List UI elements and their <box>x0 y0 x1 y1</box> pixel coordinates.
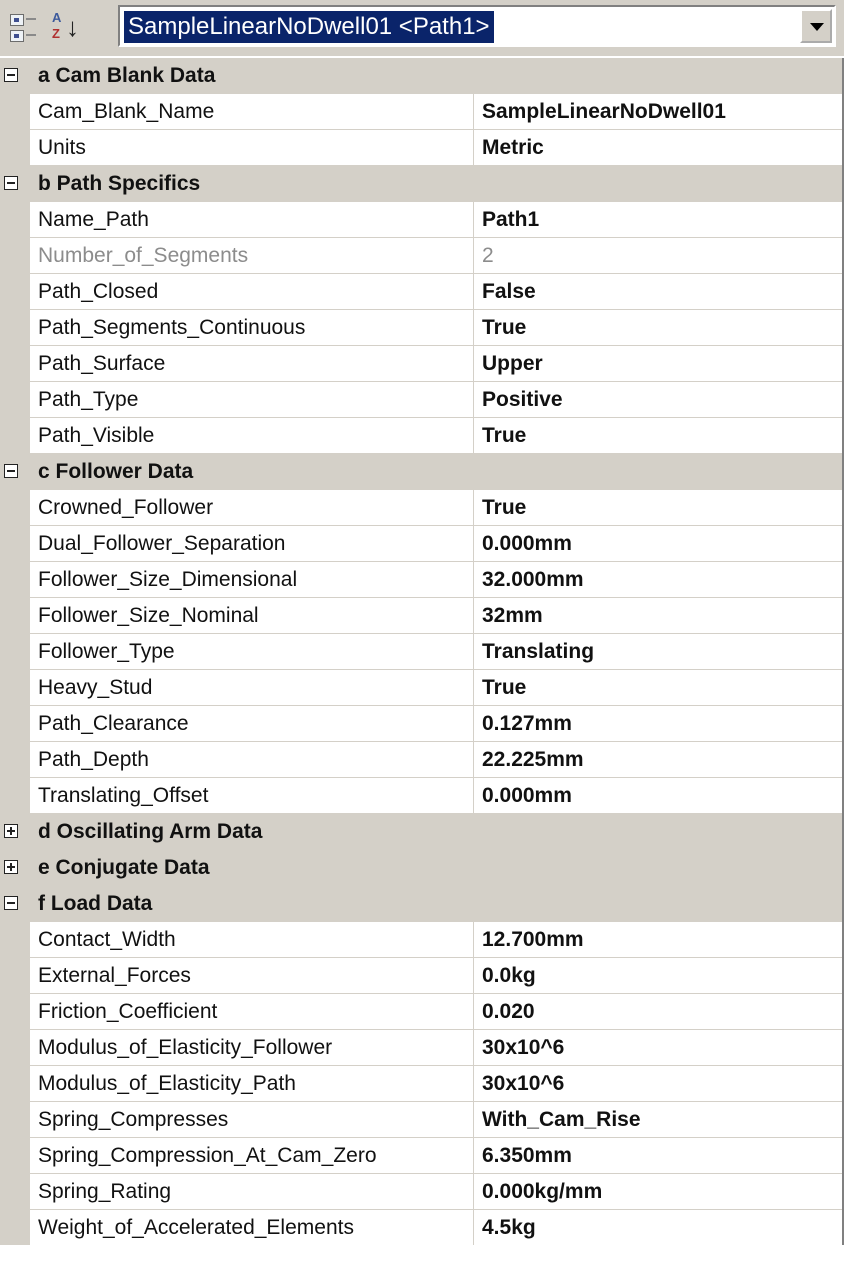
property-name: Modulus_of_Elasticity_Path <box>38 1072 296 1095</box>
property-row[interactable] <box>0 202 844 238</box>
category-label: e Conjugate Data <box>38 856 210 879</box>
property-row[interactable] <box>0 418 844 454</box>
property-row[interactable] <box>0 526 844 562</box>
category-header[interactable] <box>0 454 844 490</box>
category-header[interactable] <box>0 886 844 922</box>
alphabetical-sort-button[interactable]: A Z ↓ <box>52 10 79 42</box>
property-name: Crowned_Follower <box>38 496 214 519</box>
property-value[interactable]: 32.000mm <box>482 568 584 591</box>
property-name: Heavy_Stud <box>38 676 153 699</box>
chevron-down-icon[interactable] <box>800 9 832 43</box>
row-gutter <box>0 598 30 634</box>
property-row[interactable] <box>0 1210 844 1246</box>
property-value[interactable]: Path1 <box>482 208 540 231</box>
column-divider[interactable] <box>473 130 474 166</box>
property-value[interactable]: 0.000kg/mm <box>482 1180 603 1203</box>
column-divider[interactable] <box>473 994 474 1030</box>
categorized-view-button[interactable] <box>4 8 38 46</box>
row-gutter <box>0 94 30 130</box>
property-name: Translating_Offset <box>38 784 209 807</box>
row-gutter <box>0 1030 30 1066</box>
column-divider[interactable] <box>473 310 474 346</box>
category-label: c Follower Data <box>38 460 194 483</box>
row-gutter <box>0 490 30 526</box>
property-row[interactable] <box>0 1066 844 1102</box>
category-header[interactable] <box>0 58 844 94</box>
property-row[interactable] <box>0 742 844 778</box>
column-divider[interactable] <box>473 238 474 274</box>
property-name: Follower_Type <box>38 640 175 663</box>
collapse-icon[interactable] <box>4 464 18 478</box>
category-header[interactable] <box>0 166 844 202</box>
property-name: Follower_Size_Dimensional <box>38 568 298 591</box>
property-value[interactable]: Metric <box>482 136 544 159</box>
column-divider[interactable] <box>473 202 474 238</box>
column-divider[interactable] <box>473 274 474 310</box>
property-name: Path_Segments_Continuous <box>38 316 306 339</box>
category-label: f Load Data <box>38 892 153 915</box>
row-gutter <box>0 634 30 670</box>
column-divider[interactable] <box>473 1102 474 1138</box>
property-value[interactable]: 0.000mm <box>482 784 572 807</box>
property-name: Weight_of_Accelerated_Elements <box>38 1216 354 1239</box>
row-gutter <box>0 922 30 958</box>
property-value[interactable]: 22.225mm <box>482 748 584 771</box>
property-row[interactable] <box>0 994 844 1030</box>
property-grid-toolbar <box>0 0 844 57</box>
property-row[interactable] <box>0 310 844 346</box>
column-divider[interactable] <box>473 94 474 130</box>
property-row[interactable] <box>0 238 844 274</box>
column-divider[interactable] <box>473 778 474 814</box>
property-name: Path_Closed <box>38 280 159 303</box>
row-gutter <box>0 670 30 706</box>
category-header[interactable] <box>0 814 844 850</box>
property-value: 2 <box>482 244 494 267</box>
collapse-icon[interactable] <box>4 176 18 190</box>
collapse-icon[interactable] <box>4 896 18 910</box>
row-gutter <box>0 346 30 382</box>
property-row[interactable] <box>0 958 844 994</box>
property-name: Friction_Coefficient <box>38 1000 218 1023</box>
column-divider[interactable] <box>473 1030 474 1066</box>
category-label: b Path Specifics <box>38 172 201 195</box>
row-gutter <box>0 1174 30 1210</box>
row-gutter <box>0 742 30 778</box>
property-row[interactable] <box>0 346 844 382</box>
property-value[interactable]: Upper <box>482 352 543 375</box>
property-row[interactable] <box>0 274 844 310</box>
property-name: Path_Type <box>38 388 139 411</box>
column-divider[interactable] <box>473 706 474 742</box>
property-name: Spring_Compresses <box>38 1108 229 1131</box>
row-gutter <box>0 958 30 994</box>
collapse-icon[interactable] <box>4 68 18 82</box>
property-value[interactable]: SampleLinearNoDwell01 <box>482 100 726 123</box>
row-gutter <box>0 238 30 274</box>
property-name: Units <box>38 136 86 159</box>
property-value[interactable]: False <box>482 280 536 303</box>
object-selector-dropdown[interactable] <box>118 5 836 47</box>
property-row[interactable] <box>0 634 844 670</box>
row-gutter <box>0 1066 30 1102</box>
property-name: Dual_Follower_Separation <box>38 532 286 555</box>
property-value[interactable]: With_Cam_Rise <box>482 1108 641 1131</box>
row-gutter <box>0 562 30 598</box>
row-gutter <box>0 202 30 238</box>
expand-icon[interactable] <box>4 824 18 838</box>
property-name: Modulus_of_Elasticity_Follower <box>38 1036 333 1059</box>
column-divider[interactable] <box>473 634 474 670</box>
category-label: a Cam Blank Data <box>38 64 216 87</box>
property-name: Follower_Size_Nominal <box>38 604 259 627</box>
property-name: External_Forces <box>38 964 191 987</box>
category-label: d Oscillating Arm Data <box>38 820 263 843</box>
property-value[interactable]: 6.350mm <box>482 1144 572 1167</box>
property-value[interactable]: True <box>482 676 527 699</box>
expand-icon[interactable] <box>4 860 18 874</box>
property-name: Path_Visible <box>38 424 155 447</box>
column-divider[interactable] <box>473 670 474 706</box>
property-value[interactable]: True <box>482 496 527 519</box>
column-divider[interactable] <box>473 418 474 454</box>
property-row[interactable] <box>0 130 844 166</box>
row-gutter <box>0 1210 30 1246</box>
property-row[interactable] <box>0 382 844 418</box>
column-divider[interactable] <box>473 598 474 634</box>
property-name: Spring_Rating <box>38 1180 172 1203</box>
column-divider[interactable] <box>473 1066 474 1102</box>
property-row[interactable] <box>0 922 844 958</box>
column-divider[interactable] <box>473 742 474 778</box>
row-gutter <box>0 418 30 454</box>
column-divider[interactable] <box>473 1174 474 1210</box>
row-gutter <box>0 382 30 418</box>
column-divider[interactable] <box>473 562 474 598</box>
property-value[interactable]: 30x10^6 <box>482 1072 565 1095</box>
column-divider[interactable] <box>473 526 474 562</box>
category-header[interactable] <box>0 850 844 886</box>
property-value[interactable]: 0.127mm <box>482 712 572 735</box>
property-grid <box>0 58 844 1246</box>
row-gutter <box>0 274 30 310</box>
property-value[interactable]: 4.5kg <box>482 1216 536 1239</box>
property-value[interactable]: 0.020 <box>482 1000 535 1023</box>
row-gutter <box>0 1102 30 1138</box>
column-divider[interactable] <box>473 1210 474 1246</box>
row-gutter <box>0 310 30 346</box>
property-row[interactable] <box>0 1174 844 1210</box>
column-divider[interactable] <box>473 346 474 382</box>
property-value[interactable]: 0.0kg <box>482 964 536 987</box>
property-row[interactable] <box>0 706 844 742</box>
property-name: Path_Clearance <box>38 712 189 735</box>
property-value[interactable]: 0.000mm <box>482 532 572 555</box>
column-divider[interactable] <box>473 490 474 526</box>
property-name: Path_Surface <box>38 352 166 375</box>
property-value[interactable]: Translating <box>482 640 595 663</box>
row-gutter <box>0 526 30 562</box>
property-name: Contact_Width <box>38 928 176 951</box>
column-divider[interactable] <box>473 1138 474 1174</box>
grid-empty-area <box>0 1245 844 1263</box>
property-row[interactable] <box>0 562 844 598</box>
row-gutter <box>0 130 30 166</box>
property-name: Name_Path <box>38 208 149 231</box>
property-name: Spring_Compression_At_Cam_Zero <box>38 1144 377 1167</box>
property-row[interactable] <box>0 1138 844 1174</box>
row-gutter <box>0 706 30 742</box>
column-divider[interactable] <box>473 958 474 994</box>
property-value[interactable]: 32mm <box>482 604 543 627</box>
column-divider[interactable] <box>473 922 474 958</box>
row-gutter <box>0 994 30 1030</box>
property-row[interactable] <box>0 94 844 130</box>
property-value[interactable]: 12.700mm <box>482 928 584 951</box>
property-row[interactable] <box>0 778 844 814</box>
property-value[interactable]: True <box>482 424 527 447</box>
property-row[interactable] <box>0 490 844 526</box>
property-value[interactable]: Positive <box>482 388 563 411</box>
property-row[interactable] <box>0 598 844 634</box>
property-row[interactable] <box>0 1102 844 1138</box>
property-name: Number_of_Segments <box>38 244 249 267</box>
property-name: Cam_Blank_Name <box>38 100 215 123</box>
property-value[interactable]: 30x10^6 <box>482 1036 565 1059</box>
object-selector-value: SampleLinearNoDwell01 <Path1> <box>124 11 494 43</box>
row-gutter <box>0 1138 30 1174</box>
column-divider[interactable] <box>473 382 474 418</box>
row-gutter <box>0 778 30 814</box>
property-row[interactable] <box>0 670 844 706</box>
property-value[interactable]: True <box>482 316 527 339</box>
property-row[interactable] <box>0 1030 844 1066</box>
property-name: Path_Depth <box>38 748 149 771</box>
